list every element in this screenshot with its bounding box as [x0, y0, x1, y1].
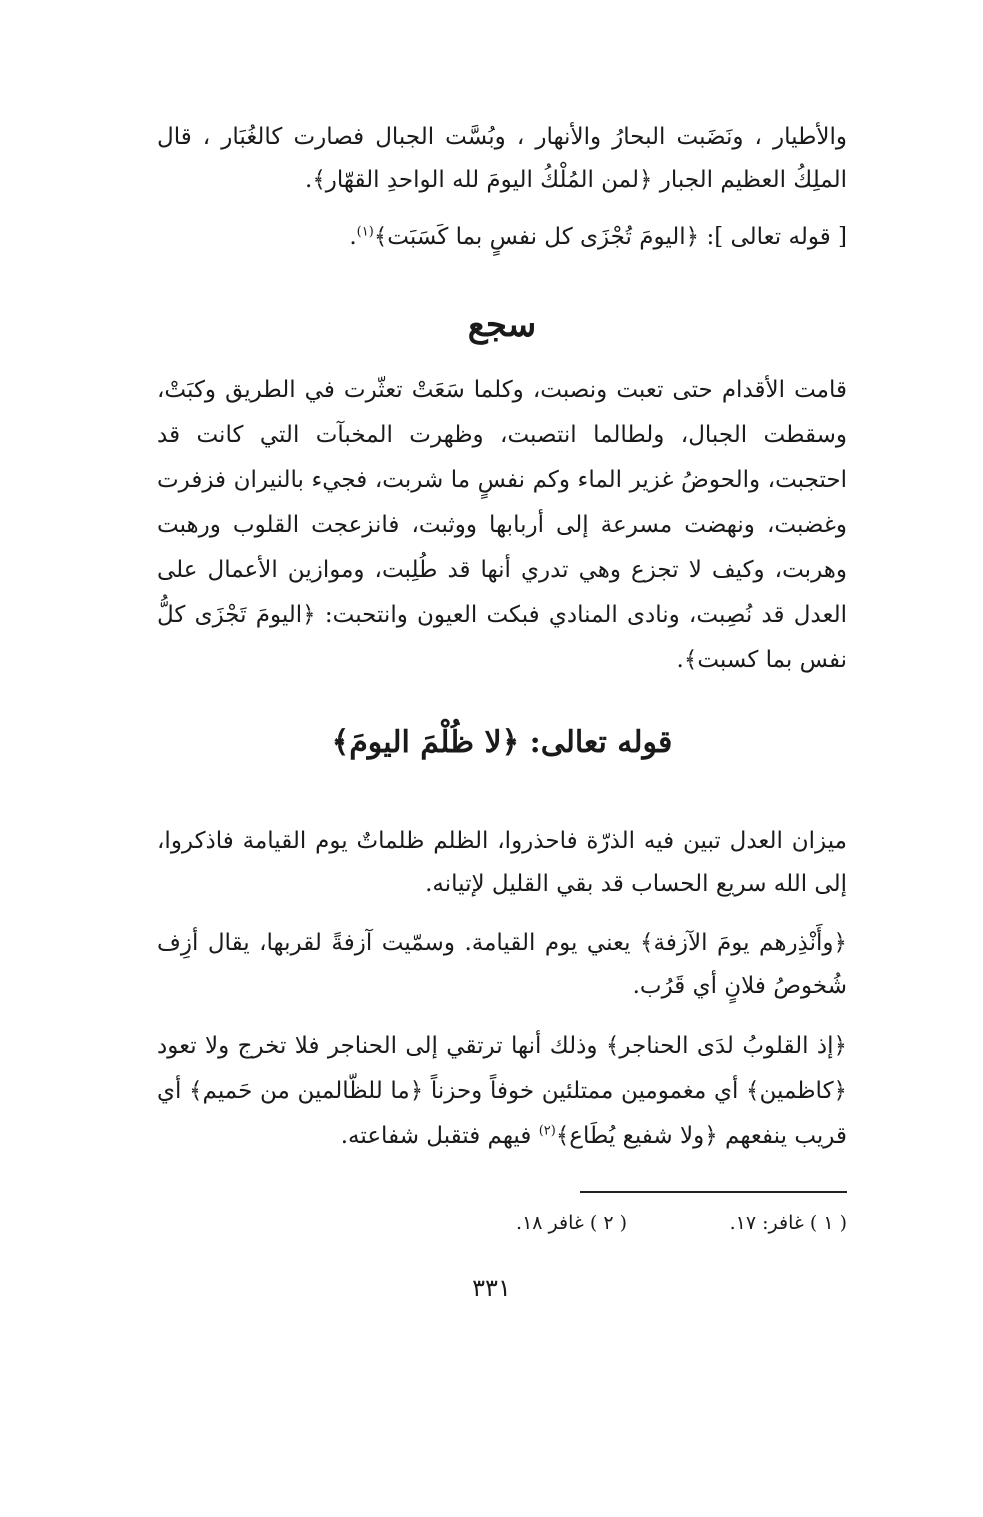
hearts-text-end: فيهم فتقبل شفاعته. — [340, 1123, 539, 1149]
paragraph-hearts — [157, 1024, 847, 1159]
verse-quote-end: . — [349, 224, 357, 250]
footnote-2: ( ٢ ) غافر ١٨. — [516, 1212, 627, 1234]
footnote-marker-1: (١) — [356, 224, 374, 240]
paragraph-intro: والأطيار ، ونَضَبت البحارُ والأنهار ، وبُسَّت الجبال فصارت كالغُبَار ، قال الملِكُ العظيم الجبار ﴿لمن المُلْكُ اليومَ لله الواحدِ القهّار﴾. — [157, 124, 847, 193]
footnote-1: ( ١ ) غافر: ١٧. — [729, 1212, 847, 1234]
verse-quote-text: [ قوله تعالى ]: ﴿اليومَ تُجْزَى كل نفسٍ بما كَسَبَت﴾ — [373, 224, 847, 250]
page-number: ٣٣١ — [472, 1274, 511, 1302]
section-heading-saja: سجع — [467, 305, 537, 345]
hearts-text: ﴿إذ القلوبُ لدَى الحناجر﴾ وذلك أنها ترتقي إلى الحناجر فلا تخرج ولا تعود ﴿كاظمين﴾ أي مغمومين ممتلئين خوفاً وحزناً ﴿ما للظّالمين من حَميم﴾ أي قريب ينفعهم ﴿ولا شفيع يُطَاع﴾ — [157, 1033, 847, 1149]
paragraph-saja: قامت الأقدام حتى تعبت ونصبت، وكلما سَعَتْ تعثّرت في الطريق وكبَتْ، وسقطت الجبال، ولطالما انتصبت، وظهرت المخبآت التي كانت قد احتجبت، والحوضُ غزير الماء وكم نفسٍ ما شربت، فجيء بالنيران فزفرت وغضبت، ونهضت مسرعة إلى أربابها ووثبت، فانزعجت القلوب ورهبت وهربت، وكيف لا تجزع وهي تدري أنها قد طُلِبت، وموازين الأعمال على العدل قد نُصِبت، ونادى المنادي فبكت العيون وانتحبت: ﴿اليومَ تَجْزَى كلُّ نفس بما كسبت﴾. — [157, 377, 847, 673]
footnote-divider — [580, 1191, 847, 1193]
paragraph-verse-quote — [157, 216, 847, 259]
section-heading-verse: قوله تعالى: ﴿لا ظُلْمَ اليومَ﴾ — [331, 725, 673, 760]
paragraph-justice-scale: ميزان العدل تبين فيه الذرّة فاحذروا، الظلم ظلماتٌ يوم القيامة فاذكروا، إلى الله سريع الحساب قد بقي القليل لإتيانه. — [157, 828, 847, 897]
paragraph-azifa: ﴿وأَنْذِرهم يومَ الآزفة﴾ يعني يوم القيامة. وسمّيت آزفةً لقربها، يقال أزِف شُخوصُ فلانٍ أي قَرُب. — [157, 930, 847, 999]
footnote-marker-2: (٢) — [538, 1123, 556, 1139]
footnotes — [157, 1208, 847, 1238]
